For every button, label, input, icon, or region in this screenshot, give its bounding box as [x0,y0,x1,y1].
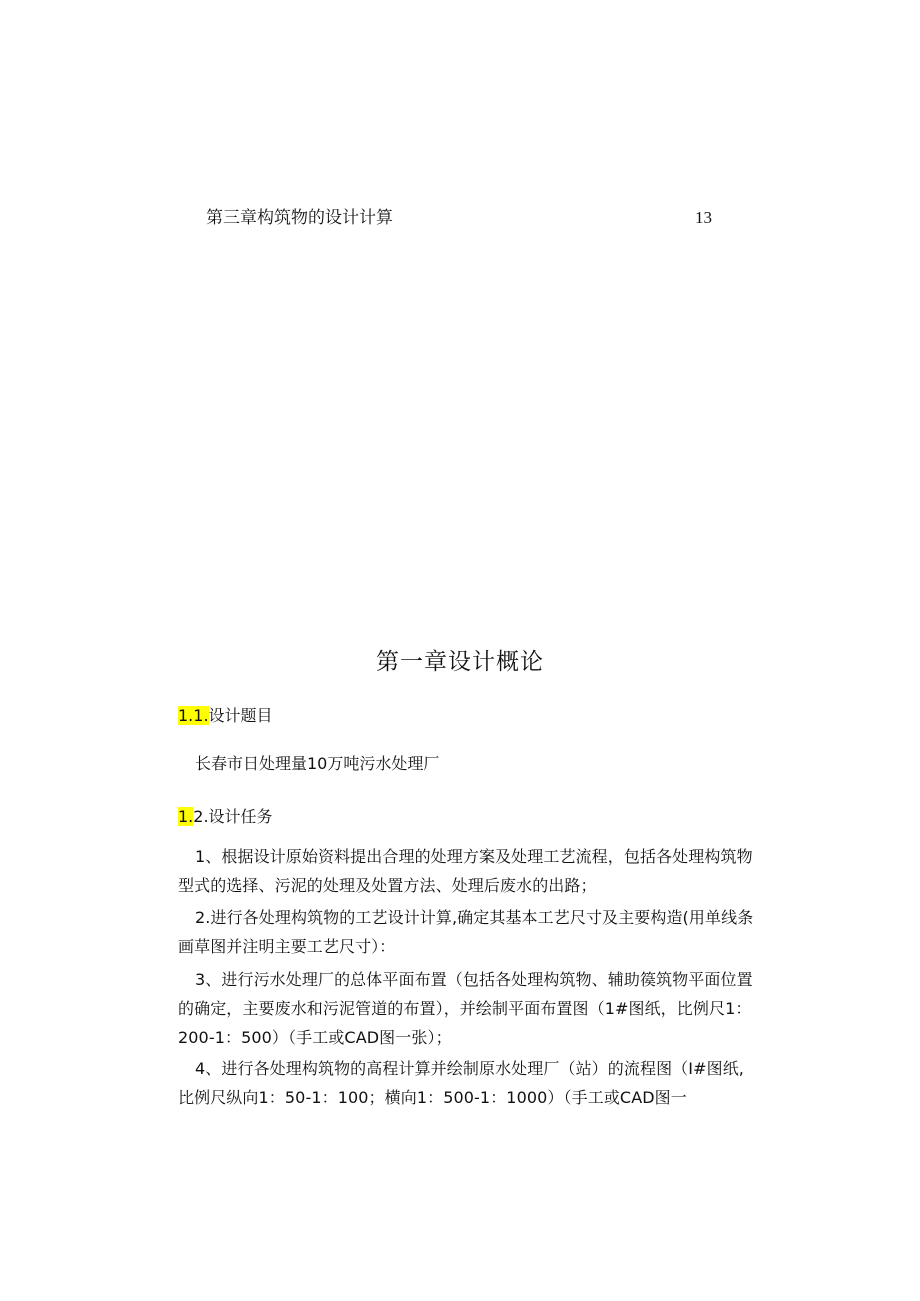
section-number-highlight: 1.1. [178,706,209,725]
toc-entry-page-number: 13 [695,208,712,227]
task-item-4: 4、进行各处理构筑物的高程计算并绘制原水处理厂（站）的流程图（I#图纸,比例尺纵向1：50-1：100；横向1：500-1：1000）（手工或CAD图一 [178,1059,744,1107]
task-item-2: 2.进行各处理构筑物的工艺设计计算,确定其基本工艺尺寸及主要构造(用单线条画草图并注明主要工艺尺寸）： [178,908,754,956]
section-heading-design-tasks [178,806,273,828]
toc-entry-title: 第三章构筑物的设计计算 [206,208,393,228]
section-title: 设计任务 [208,807,273,826]
section-heading-design-topic [178,705,273,727]
section-title: 设计题目 [208,706,273,725]
task-item-1: 1、根据设计原始资料提出合理的处理方案及处理工艺流程，包括各处理构筑物型式的选择、污泥的处理及处置方法、处理后废水的出路； [178,847,753,895]
chapter-title: 第一章设计概论 [376,649,544,675]
design-topic-content: 长春市日处理量10万吨污水处理厂 [195,754,440,773]
toc-entry[interactable] [206,206,716,230]
section-number-highlight: 1. [178,807,194,826]
section-number: 2. [193,807,209,826]
task-item-3: 3、进行污水处理厂的总体平面布置（包括各处理构筑物、辅助篌筑物平面位置的确定，主要废水和污泥管道的布置），并绘制平面布置图（1#图纸，比例尺1：200-1：500）（手工或CAD图一张）； [178,970,753,1047]
